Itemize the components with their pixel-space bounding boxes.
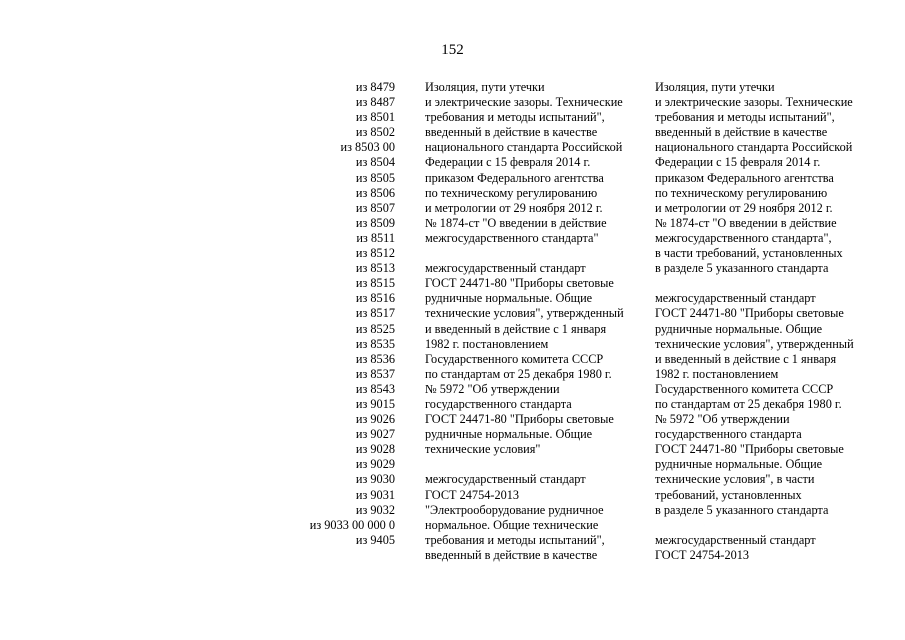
code-cell: из 8543	[355, 381, 395, 396]
text-line	[425, 246, 624, 261]
text-line: Федерации с 15 февраля 2014 г.	[425, 155, 591, 170]
standards-column-middle	[425, 80, 624, 563]
text-line: № 5972 "Об утверждении	[425, 381, 560, 396]
code-cell: из 9033 00 000 0	[309, 517, 395, 532]
text-line: ГОСТ 24471-80 "Приборы световые	[425, 412, 614, 427]
text-line: ГОСТ 24471-80 "Приборы световые	[655, 306, 844, 321]
code-cell: из 8509	[355, 215, 395, 230]
code-cell: из 9015	[355, 396, 395, 411]
text-line: по техническому регулированию	[655, 185, 828, 200]
code-cell: из 8515	[355, 276, 395, 291]
text-line: в разделе 5 указанного стандарта	[655, 502, 829, 517]
text-line: в разделе 5 указанного стандарта	[655, 261, 829, 276]
text-line: ГОСТ 24471-80 "Приборы световые	[425, 276, 614, 291]
text-line: межгосударственный стандарт	[425, 472, 586, 487]
code-cell: из 8503 00	[340, 140, 395, 155]
text-line: государственного стандарта	[655, 427, 802, 442]
text-line: по стандартам от 25 декабря 1980 г.	[655, 396, 842, 411]
text-line: рудничные нормальные. Общие	[425, 427, 593, 442]
text-line	[425, 457, 624, 472]
text-line: по стандартам от 25 декабря 1980 г.	[425, 366, 612, 381]
text-line: и электрические зазоры. Технические	[655, 95, 853, 110]
code-cell: из 8502	[355, 125, 395, 140]
text-line: межгосударственный стандарт	[655, 291, 816, 306]
code-cell: из 8525	[355, 321, 395, 336]
text-line: и введенный в действие с 1 января	[425, 321, 607, 336]
text-line	[655, 276, 854, 291]
hs-codes-column	[300, 80, 395, 548]
code-cell: из 8535	[355, 336, 395, 351]
text-line: введенный в действие в качестве	[655, 125, 828, 140]
text-line: введенный в действие в качестве	[425, 547, 598, 562]
code-cell: из 8537	[355, 366, 395, 381]
text-line: ГОСТ 24471-80 "Приборы световые	[655, 442, 844, 457]
code-cell: из 8506	[355, 185, 395, 200]
text-line	[655, 518, 854, 533]
text-line: рудничные нормальные. Общие	[425, 291, 593, 306]
text-line: межгосударственного стандарта"	[425, 230, 599, 245]
text-line: требования и методы испытаний",	[425, 532, 605, 547]
standards-column-right	[655, 80, 854, 563]
code-cell: из 8501	[355, 110, 395, 125]
text-line: рудничные нормальные. Общие	[655, 321, 823, 336]
code-cell: из 8536	[355, 351, 395, 366]
code-cell: из 8512	[355, 246, 395, 261]
text-line: требования и методы испытаний",	[425, 110, 605, 125]
text-line: 1982 г. постановлением	[655, 366, 779, 381]
text-line: и электрические зазоры. Технические	[425, 95, 623, 110]
text-line: "Электрооборудование рудничное	[425, 502, 604, 517]
code-cell: из 8517	[355, 306, 395, 321]
text-line: приказом Федерального агентства	[425, 170, 604, 185]
page-number: 152	[441, 42, 464, 58]
text-line: Федерации с 15 февраля 2014 г.	[655, 155, 821, 170]
text-line: межгосударственный стандарт	[655, 532, 816, 547]
text-line: ГОСТ 24754-2013	[655, 547, 750, 562]
text-line: Государственного комитета СССР	[425, 351, 604, 366]
code-cell: из 8479	[355, 80, 395, 94]
text-line: национального стандарта Российской	[425, 140, 623, 155]
code-cell: из 9030	[355, 472, 395, 487]
text-line: 1982 г. постановлением	[425, 336, 549, 351]
text-line: межгосударственный стандарт	[425, 261, 586, 276]
text-line: технические условия", утвержденный	[655, 336, 854, 351]
code-cell: из 9031	[355, 487, 395, 502]
text-line: в части требований, установленных	[655, 246, 843, 261]
code-cell: из 9026	[355, 412, 395, 427]
code-cell: из 9028	[355, 442, 395, 457]
code-cell: из 9029	[355, 457, 395, 472]
text-line: ГОСТ 24754-2013	[425, 487, 520, 502]
text-line: национального стандарта Российской	[655, 140, 853, 155]
text-line: Изоляция, пути утечки	[425, 80, 545, 94]
text-line: Изоляция, пути утечки	[655, 80, 775, 94]
code-cell: из 8507	[355, 200, 395, 215]
code-cell: из 8487	[355, 95, 395, 110]
text-line: технические условия", в части	[655, 472, 815, 487]
text-line: и метрологии от 29 ноября 2012 г.	[425, 200, 603, 215]
text-line: нормальное. Общие технические	[425, 517, 599, 532]
text-line: и метрологии от 29 ноября 2012 г.	[655, 200, 833, 215]
text-line: технические условия", утвержденный	[425, 306, 624, 321]
text-line: рудничные нормальные. Общие	[655, 457, 823, 472]
code-cell: из 8505	[355, 170, 395, 185]
text-line: № 1874-ст "О введении в действие	[425, 215, 607, 230]
text-line: государственного стандарта	[425, 396, 572, 411]
text-line: требований, установленных	[655, 487, 802, 502]
text-line: Государственного комитета СССР	[655, 381, 834, 396]
code-cell: из 8504	[355, 155, 395, 170]
code-cell: из 8513	[355, 261, 395, 276]
text-line: введенный в действие в качестве	[425, 125, 598, 140]
text-line: № 5972 "Об утверждении	[655, 412, 790, 427]
text-line: приказом Федерального агентства	[655, 170, 834, 185]
code-cell: из 9405	[355, 532, 395, 547]
text-line: межгосударственного стандарта",	[655, 230, 832, 245]
code-cell: из 8516	[355, 291, 395, 306]
text-line: № 1874-ст "О введении в действие	[655, 215, 837, 230]
code-cell: из 9032	[355, 502, 395, 517]
code-cell: из 8511	[356, 230, 395, 245]
text-line: по техническому регулированию	[425, 185, 598, 200]
code-cell: из 9027	[355, 427, 395, 442]
text-line: и введенный в действие с 1 января	[655, 351, 837, 366]
text-line: требования и методы испытаний",	[655, 110, 835, 125]
text-line: технические условия"	[425, 442, 541, 457]
